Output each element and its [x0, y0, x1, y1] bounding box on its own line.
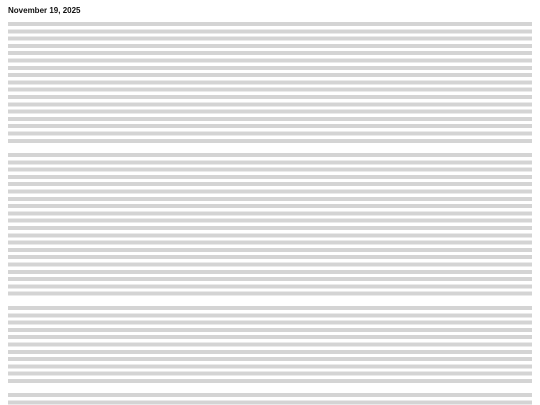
body-paragraph	[8, 153, 532, 299]
body-paragraph	[8, 306, 532, 386]
body-paragraph	[8, 393, 532, 405]
document-date: November 19, 2025	[8, 6, 81, 15]
body-paragraph	[8, 22, 532, 146]
